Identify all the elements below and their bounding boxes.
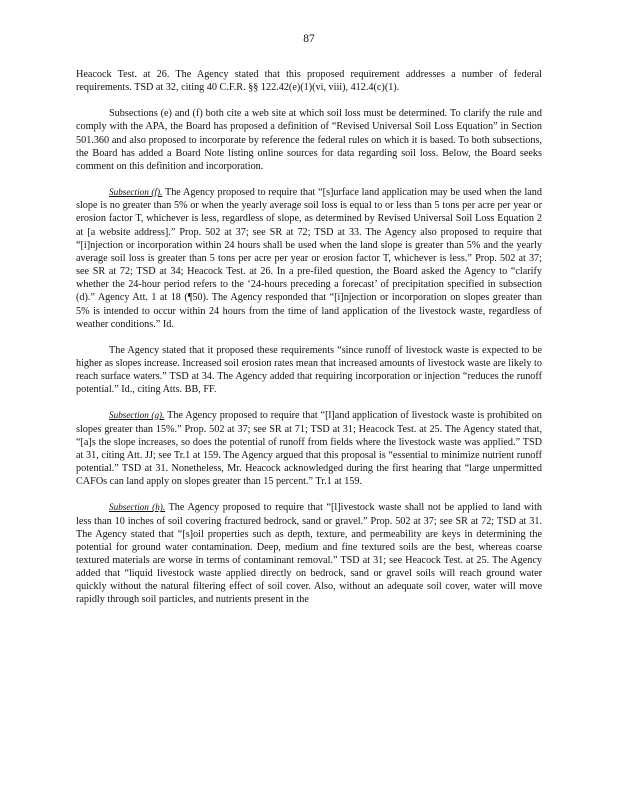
paragraph-text: The Agency stated that it proposed these requirements “since runoff of livestock waste is expected to be higher as slopes increase. Increased soil erosion rates mean that increased amounts of livestock waste are likely to reach surface waters.” TSD at 34. The Agency added that requiring incorporation or injection “reduces the runoff potential.” Id., citing Atts. BB, FF. <box>76 344 542 396</box>
subsection-heading: Subsection (g). <box>109 410 165 421</box>
page-number: 87 <box>303 33 315 45</box>
paragraph-agency-statement <box>76 344 542 397</box>
paragraph-text: The Agency proposed to require that “[l]and application of livestock waste is prohibited on slopes greater than 15%.” Prop. 502 at 37; see SR at 71; TSD at 31; Heacock Test. at 25. The Agency stated that, “[a]s the slope increases, so does the potential of runoff from fields where the livestock waste was applied.” TSD at 31, citing Att. JJ; see Tr.1 at 159. The Agency argued that this proposal is “essential to minimize nutrient runoff potential.” TSD at 31. Nonetheless, Mr. Heacock acknowledged during the first hearing that “large unpermitted CAFOs can land apply on slopes greater than 15 percent.” Tr.1 at 159. <box>76 410 542 488</box>
paragraph-subsections-intro <box>76 107 542 173</box>
paragraph-subsection-g <box>76 409 542 488</box>
paragraph-subsection-h <box>76 501 542 606</box>
document-body <box>76 68 542 620</box>
subsection-heading: Subsection (f). <box>109 187 163 198</box>
paragraph-subsection-f <box>76 186 542 331</box>
paragraph-text: The Agency proposed to require that “[l]ivestock waste shall not be applied to land with less than 10 inches of soil covering fractured bedrock, sand or gravel.” Prop. 502 at 37; see SR at 72; TSD at 31. The Agency stated that “[s]oil properties such as depth, texture, and permeability are keys in determining the potential for ground water contamination. Deep, medium and fine textured soils are the best, whereas coarse textured materials are worse in terms of contaminant removal.” TSD at 31; see Heacock Test. at 25. The Agency added that “liquid livestock waste applied directly on bedrock, sand or gravel soils will reach ground water quickly without the natural filtering effect of soil cover. Also, without an adequate soil cover, water will move rapidly through soil particles, and nutrients present in the <box>76 502 542 606</box>
paragraph-text: Heacock Test. at 26. The Agency stated that this proposed requirement addresses a number of federal requirements. TSD at 32, citing 40 C.F.R. §§ 122.42(e)(1)(vi, viii), 412.4(c)(1). <box>76 69 542 94</box>
paragraph-text: Subsections (e) and (f) both cite a web site at which soil loss must be determined. To clarify the rule and comply with the APA, the Board has proposed a definition of “Revised Universal Soil Loss Equation” in Section 501.360 and also proposed to incorporate by reference the federal rules on which it is based. To both subsections, the Board has added a Board Note listing online sources for data regarding soil loss. Below, the Board seeks comment on this definition and incorporation. <box>76 108 542 172</box>
paragraph-text: The Agency proposed to require that “[s]urface land application may be used when the land slope is no greater than 5% or when the yearly average soil loss is equal to or less than 5 tons per acre per year or erosion factor T, whichever is less, regardless of slope, as determined by Revised Universal Soil Loss Equation 2 at [a website address].” Prop. 502 at 37; see SR at 72; TSD at 33. The Agency also proposed to require that “[i]njection or incorporation within 24 hours shall be used when the land slope is greater than 5% and the yearly average soil loss is greater than 5 tons per acre per year or erosion factor T, whichever is less.” Prop. 502 at 37; see SR at 72; TSD at 34; Heacock Test. at 26. In a pre-filed question, the Board asked the Agency to “clarify whether the 24-hour period refers to the ‘24-hours preceding a forecast’ of precipitation specified in subsection (d).” Agency Att. 1 at 18 (¶50). The Agency responded that “[i]njection or incorporation on slopes greater than 5% is intended to occur within 24 hours from the time of land application of the livestock waste, regardless of weather conditions.” Id. <box>76 187 542 330</box>
subsection-heading: Subsection (h). <box>109 502 166 513</box>
paragraph-continuation <box>76 68 542 94</box>
